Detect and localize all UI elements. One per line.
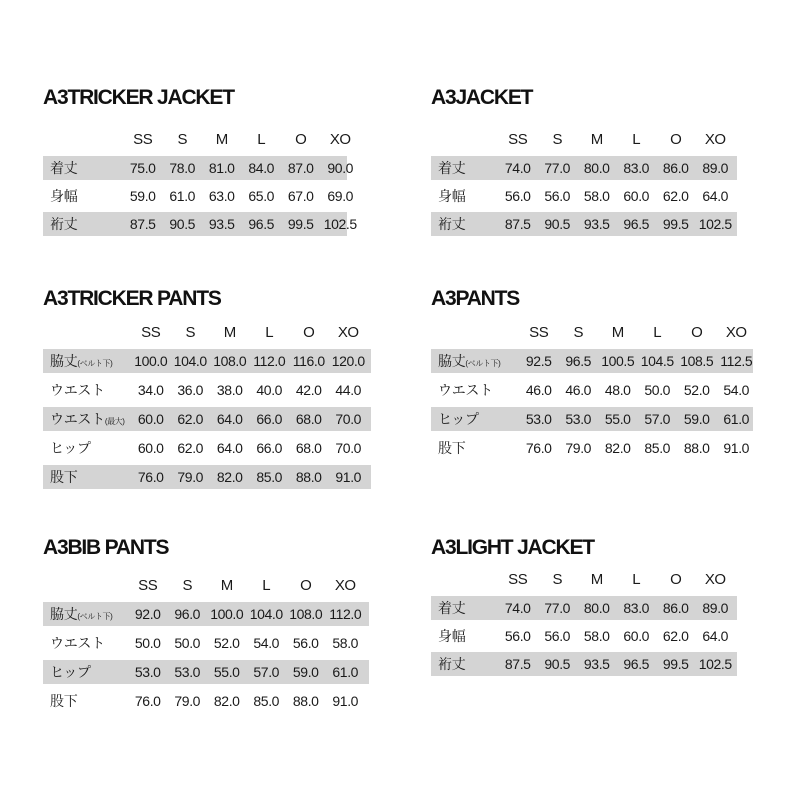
measurement-label <box>438 624 465 648</box>
measurement-row <box>431 184 737 208</box>
measurement-name: 脇丈 <box>438 353 466 369</box>
measurement-value: 78.0 <box>169 160 196 176</box>
size-header: L <box>653 324 662 341</box>
measurement-value: 79.0 <box>174 693 201 709</box>
measurement-value: 87.5 <box>504 216 531 232</box>
measurement-value: 102.5 <box>698 216 732 232</box>
measurement-label <box>50 465 77 489</box>
measurement-value: 99.5 <box>662 656 689 672</box>
size-header: XO <box>704 131 726 148</box>
measurement-value: 61.0 <box>332 664 359 680</box>
size-header: XO <box>725 324 747 341</box>
measurement-name: 股下 <box>50 693 78 709</box>
measurement-value: 53.0 <box>174 664 201 680</box>
measurement-row <box>43 407 371 431</box>
measurement-value: 56.0 <box>544 628 571 644</box>
size-header-row <box>43 321 371 345</box>
measurement-value: 90.5 <box>169 216 196 232</box>
measurement-value: 90.0 <box>327 160 354 176</box>
measurement-value: 81.0 <box>208 160 235 176</box>
measurement-row <box>43 631 369 655</box>
size-header: M <box>590 131 603 148</box>
measurement-value: 50.0 <box>174 635 201 651</box>
measurement-value: 90.5 <box>544 216 571 232</box>
measurement-value: 82.0 <box>216 469 243 485</box>
size-header: O <box>691 324 703 341</box>
measurement-value: 84.0 <box>248 160 275 176</box>
measurement-row <box>431 596 737 620</box>
measurement-name: 脇丈 <box>50 606 78 622</box>
measurement-name: 裄丈 <box>438 216 466 232</box>
measurement-note: (最大) <box>104 417 125 426</box>
measurement-value: 58.0 <box>583 628 610 644</box>
size-header-row <box>431 128 737 152</box>
measurement-note: (ベルト下) <box>77 612 113 621</box>
measurement-value: 88.0 <box>295 469 322 485</box>
measurement-name: 裄丈 <box>50 216 78 232</box>
measurement-value: 59.0 <box>683 411 710 427</box>
measurement-value: 79.0 <box>565 440 592 456</box>
measurement-name: ヒップ <box>50 664 91 680</box>
measurement-value: 108.0 <box>213 353 247 369</box>
measurement-value: 86.0 <box>662 600 689 616</box>
measurement-value: 96.5 <box>565 353 592 369</box>
measurement-label <box>50 660 91 684</box>
measurement-value: 70.0 <box>335 440 362 456</box>
measurement-value: 66.0 <box>256 411 283 427</box>
measurement-value: 77.0 <box>544 600 571 616</box>
measurement-value: 87.5 <box>129 216 156 232</box>
size-header: XO <box>329 131 351 148</box>
table-title: A3LIGHT JACKET <box>431 536 594 559</box>
measurement-name: ウエスト <box>50 635 105 651</box>
measurement-name: 身幅 <box>50 188 78 204</box>
measurement-value: 64.0 <box>702 628 729 644</box>
measurement-value: 62.0 <box>662 628 689 644</box>
measurement-value: 96.5 <box>623 216 650 232</box>
measurement-value: 100.0 <box>210 606 244 622</box>
size-header-row <box>43 574 369 598</box>
size-header: XO <box>704 571 726 588</box>
measurement-value: 99.5 <box>662 216 689 232</box>
table-title: A3JACKET <box>431 86 533 109</box>
measurement-value: 91.0 <box>332 693 359 709</box>
measurement-value: 79.0 <box>177 469 204 485</box>
measurement-value: 62.0 <box>662 188 689 204</box>
measurement-value: 75.0 <box>129 160 156 176</box>
measurement-value: 92.5 <box>525 353 552 369</box>
measurement-value: 104.0 <box>173 353 207 369</box>
measurement-label <box>50 689 77 713</box>
measurement-label <box>50 378 105 402</box>
size-header: SS <box>529 324 549 341</box>
measurement-value: 56.0 <box>504 628 531 644</box>
measurement-value: 102.5 <box>698 656 732 672</box>
measurement-value: 68.0 <box>295 411 322 427</box>
measurement-row <box>43 660 369 684</box>
measurement-row <box>431 378 753 402</box>
measurement-value: 52.0 <box>213 635 240 651</box>
measurement-value: 87.0 <box>287 160 314 176</box>
measurement-value: 63.0 <box>208 188 235 204</box>
measurement-row <box>43 212 357 236</box>
measurement-value: 59.0 <box>292 664 319 680</box>
measurement-label <box>50 212 77 236</box>
measurement-value: 56.0 <box>504 188 531 204</box>
measurement-value: 100.0 <box>134 353 168 369</box>
measurement-row <box>43 465 371 489</box>
measurement-value: 59.0 <box>129 188 156 204</box>
size-header: M <box>215 131 228 148</box>
size-header: S <box>177 131 188 148</box>
measurement-row <box>431 212 737 236</box>
size-header: S <box>185 324 196 341</box>
measurement-value: 74.0 <box>504 160 531 176</box>
measurement-value: 76.0 <box>525 440 552 456</box>
size-header: M <box>590 571 603 588</box>
measurement-value: 62.0 <box>177 440 204 456</box>
size-header: L <box>257 131 266 148</box>
measurement-value: 53.0 <box>525 411 552 427</box>
measurement-value: 104.5 <box>640 353 674 369</box>
measurement-value: 69.0 <box>327 188 354 204</box>
measurement-value: 42.0 <box>295 382 322 398</box>
measurement-row <box>431 652 737 676</box>
measurement-value: 34.0 <box>137 382 164 398</box>
measurement-value: 48.0 <box>604 382 631 398</box>
measurement-name: 脇丈 <box>50 353 78 369</box>
measurement-value: 54.0 <box>723 382 750 398</box>
measurement-name: 着丈 <box>438 160 466 176</box>
measurement-value: 90.5 <box>544 656 571 672</box>
measurement-value: 93.5 <box>583 216 610 232</box>
measurement-value: 96.0 <box>174 606 201 622</box>
measurement-value: 86.0 <box>662 160 689 176</box>
measurement-value: 76.0 <box>134 693 161 709</box>
measurement-value: 54.0 <box>253 635 280 651</box>
measurement-value: 40.0 <box>256 382 283 398</box>
measurement-value: 108.0 <box>289 606 323 622</box>
measurement-label <box>438 378 493 402</box>
measurement-name: 股下 <box>50 469 78 485</box>
table-title: A3BIB PANTS <box>43 536 169 559</box>
measurement-label <box>50 349 112 373</box>
measurement-value: 64.0 <box>216 411 243 427</box>
measurement-note: (ベルト下) <box>465 359 501 368</box>
measurement-value: 57.0 <box>644 411 671 427</box>
measurement-value: 74.0 <box>504 600 531 616</box>
measurement-value: 89.0 <box>702 600 729 616</box>
measurement-value: 53.0 <box>134 664 161 680</box>
measurement-name: 股下 <box>438 440 466 456</box>
measurement-value: 100.5 <box>601 353 635 369</box>
size-header: M <box>220 577 233 594</box>
measurement-value: 87.5 <box>504 656 531 672</box>
measurement-row <box>431 156 737 180</box>
measurement-value: 60.0 <box>623 628 650 644</box>
size-header: O <box>295 131 307 148</box>
measurement-value: 102.5 <box>323 216 357 232</box>
measurement-row <box>431 407 753 431</box>
measurement-label <box>438 349 500 373</box>
size-header: S <box>552 571 563 588</box>
measurement-value: 83.0 <box>623 600 650 616</box>
table-title: A3PANTS <box>431 287 520 310</box>
measurement-value: 64.0 <box>216 440 243 456</box>
measurement-value: 77.0 <box>544 160 571 176</box>
measurement-value: 93.5 <box>208 216 235 232</box>
measurement-value: 62.0 <box>177 411 204 427</box>
size-header: L <box>265 324 274 341</box>
measurement-value: 104.0 <box>249 606 283 622</box>
measurement-row <box>43 184 354 208</box>
measurement-value: 65.0 <box>248 188 275 204</box>
size-header: S <box>573 324 584 341</box>
measurement-value: 36.0 <box>177 382 204 398</box>
measurement-value: 64.0 <box>702 188 729 204</box>
measurement-name: 着丈 <box>50 160 78 176</box>
measurement-label <box>50 184 77 208</box>
measurement-label <box>438 212 465 236</box>
measurement-name: 裄丈 <box>438 656 466 672</box>
measurement-note: (ベルト下) <box>77 359 113 368</box>
measurement-value: 85.0 <box>256 469 283 485</box>
measurement-value: 99.5 <box>287 216 314 232</box>
measurement-value: 46.0 <box>565 382 592 398</box>
size-header: O <box>303 324 315 341</box>
measurement-value: 55.0 <box>604 411 631 427</box>
measurement-name: ウエスト <box>50 382 105 398</box>
measurement-value: 82.0 <box>213 693 240 709</box>
measurement-value: 68.0 <box>295 440 322 456</box>
measurement-row <box>43 689 369 713</box>
measurement-value: 55.0 <box>213 664 240 680</box>
size-header-row <box>43 128 351 152</box>
measurement-label <box>50 407 125 431</box>
measurement-row <box>43 436 371 460</box>
measurement-row <box>431 624 737 648</box>
measurement-label <box>438 407 479 431</box>
measurement-row <box>43 378 371 402</box>
size-header-row <box>431 321 753 345</box>
measurement-value: 82.0 <box>604 440 631 456</box>
measurement-value: 67.0 <box>287 188 314 204</box>
size-header: XO <box>334 577 356 594</box>
measurement-name: ウエスト <box>438 382 493 398</box>
measurement-value: 60.0 <box>137 440 164 456</box>
measurement-value: 120.0 <box>331 353 365 369</box>
measurement-value: 88.0 <box>292 693 319 709</box>
measurement-value: 96.5 <box>248 216 275 232</box>
measurement-value: 108.5 <box>680 353 714 369</box>
measurement-value: 61.0 <box>169 188 196 204</box>
measurement-value: 52.0 <box>683 382 710 398</box>
measurement-value: 53.0 <box>565 411 592 427</box>
size-header: SS <box>138 577 158 594</box>
measurement-name: ウエスト <box>50 411 105 427</box>
measurement-value: 50.0 <box>134 635 161 651</box>
measurement-value: 112.0 <box>329 606 362 622</box>
size-header: M <box>223 324 236 341</box>
measurement-label <box>50 631 105 655</box>
measurement-value: 91.0 <box>723 440 750 456</box>
measurement-value: 85.0 <box>644 440 671 456</box>
measurement-row <box>431 436 753 460</box>
size-header: M <box>611 324 624 341</box>
measurement-label <box>438 184 465 208</box>
measurement-name: 身幅 <box>438 628 466 644</box>
measurement-value: 83.0 <box>623 160 650 176</box>
measurement-label <box>438 436 465 460</box>
size-header: L <box>632 131 641 148</box>
size-header: S <box>182 577 193 594</box>
measurement-value: 46.0 <box>525 382 552 398</box>
measurement-label <box>438 156 465 180</box>
measurement-value: 112.0 <box>253 353 286 369</box>
measurement-value: 93.5 <box>583 656 610 672</box>
measurement-name: ヒップ <box>438 411 479 427</box>
measurement-value: 116.0 <box>292 353 325 369</box>
measurement-row <box>43 349 371 373</box>
measurement-value: 57.0 <box>253 664 280 680</box>
measurement-value: 56.0 <box>544 188 571 204</box>
size-header-row <box>431 568 737 592</box>
measurement-value: 88.0 <box>683 440 710 456</box>
measurement-value: 60.0 <box>137 411 164 427</box>
measurement-value: 92.0 <box>134 606 161 622</box>
measurement-value: 60.0 <box>623 188 650 204</box>
measurement-row <box>43 156 354 180</box>
table-title: A3TRICKER JACKET <box>43 86 234 109</box>
size-header: L <box>632 571 641 588</box>
measurement-label <box>50 602 112 626</box>
measurement-name: 着丈 <box>438 600 466 616</box>
measurement-value: 80.0 <box>583 600 610 616</box>
measurement-value: 58.0 <box>583 188 610 204</box>
size-header: L <box>262 577 271 594</box>
size-header: SS <box>133 131 153 148</box>
measurement-value: 50.0 <box>644 382 671 398</box>
measurement-name: ヒップ <box>50 440 91 456</box>
measurement-value: 85.0 <box>253 693 280 709</box>
measurement-value: 80.0 <box>583 160 610 176</box>
table-title: A3TRICKER PANTS <box>43 287 221 310</box>
size-header: SS <box>508 571 528 588</box>
measurement-row <box>43 602 369 626</box>
size-header: SS <box>508 131 528 148</box>
measurement-label <box>438 652 465 676</box>
measurement-value: 61.0 <box>723 411 750 427</box>
size-header: XO <box>337 324 359 341</box>
measurement-value: 70.0 <box>335 411 362 427</box>
measurement-label <box>50 436 91 460</box>
measurement-value: 44.0 <box>335 382 362 398</box>
measurement-value: 58.0 <box>332 635 359 651</box>
size-header: S <box>552 131 563 148</box>
measurement-name: 身幅 <box>438 188 466 204</box>
measurement-value: 91.0 <box>335 469 362 485</box>
size-header: O <box>670 571 682 588</box>
measurement-value: 38.0 <box>216 382 243 398</box>
measurement-value: 56.0 <box>292 635 319 651</box>
size-header: O <box>670 131 682 148</box>
measurement-value: 112.5 <box>720 353 753 369</box>
measurement-value: 89.0 <box>702 160 729 176</box>
measurement-value: 66.0 <box>256 440 283 456</box>
measurement-value: 76.0 <box>137 469 164 485</box>
measurement-label <box>50 156 77 180</box>
size-header: O <box>300 577 312 594</box>
measurement-value: 96.5 <box>623 656 650 672</box>
size-header: SS <box>141 324 161 341</box>
measurement-label <box>438 596 465 620</box>
measurement-row <box>431 349 753 373</box>
